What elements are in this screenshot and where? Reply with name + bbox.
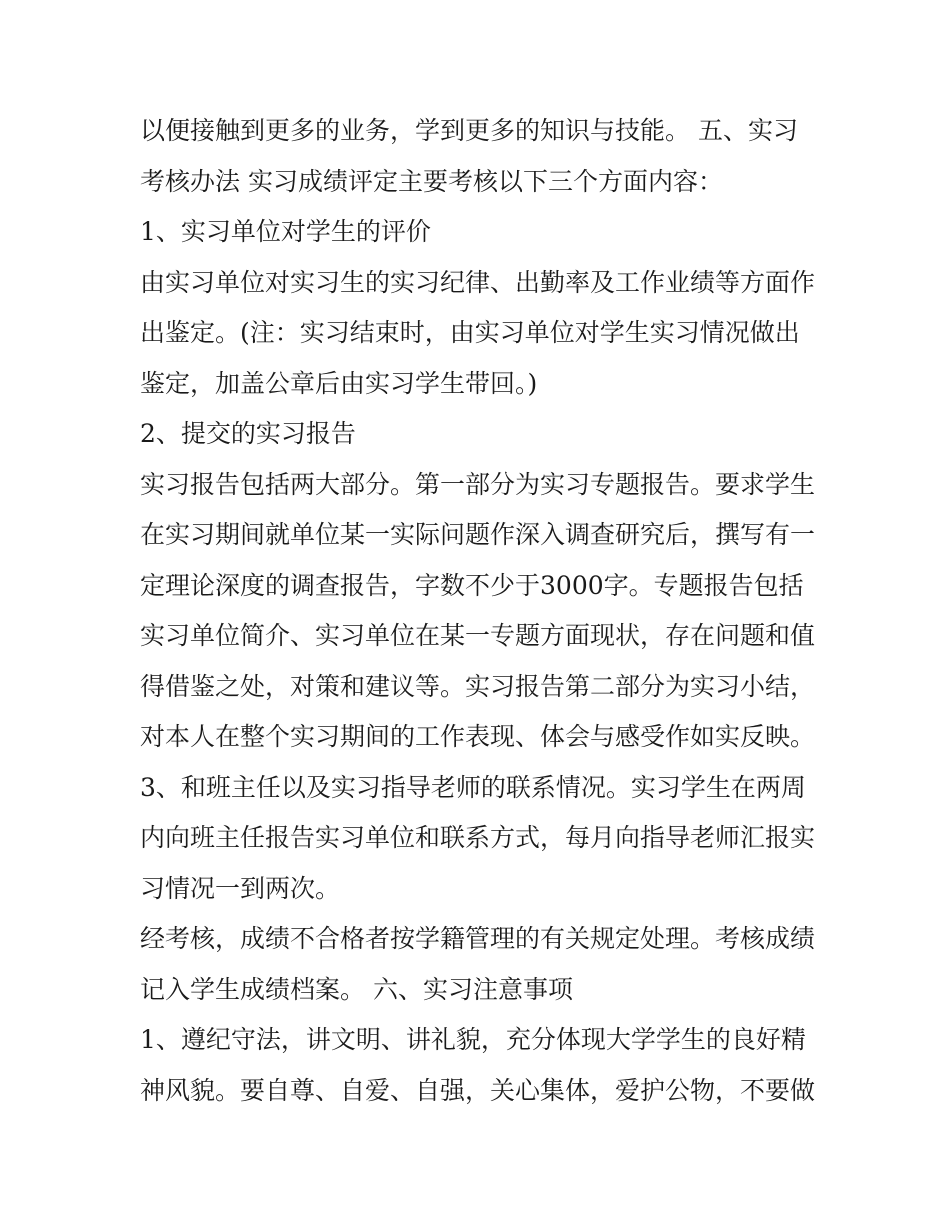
text-line: 实习报告包括两大部分。第一部分为实习专题报告。要求学生: [140, 469, 816, 499]
text-line: 习情况一到两次。: [140, 873, 341, 903]
text-line: 得借鉴之处，对策和建议等。实习报告第二部分为实习小结，: [140, 671, 816, 701]
text-line: 以便接触到更多的业务，学到更多的知识与技能。 五、实习: [140, 116, 798, 145]
text-line: 1、遵纪守法，讲文明、讲礼貌，充分体现大学学生的良好精: [140, 1025, 806, 1054]
text-line: 考核办法 实习成绩评定主要考核以下三个方面内容：: [140, 166, 723, 196]
text-line: 由实习单位对实习生的实习纪律、出勤率及工作业绩等方面作: [140, 267, 816, 297]
text-line: 神风貌。要自尊、自爱、自强，关心集体，爱护公物，不要做: [140, 1075, 816, 1105]
text-line: 在实习期间就单位某一实际问题作深入调查研究后，撰写有一: [140, 520, 816, 549]
text-line: 记入学生成绩档案。 六、实习注意事项: [140, 974, 573, 1004]
text-line: 内向班主任报告实习单位和联系方式，每月向指导老师汇报实: [140, 823, 816, 852]
text-line: 经考核，成绩不合格者按学籍管理的有关规定处理。考核成绩: [140, 924, 816, 953]
text-line: 出鉴定。(注：实习结束时，由实习单位对学生实习情况做出: [140, 318, 800, 347]
text-line: 2、提交的实习报告: [140, 419, 356, 448]
text-line: 对本人在整个实习期间的工作表现、体会与感受作如实反映。: [140, 722, 816, 751]
document-body: [140, 106, 830, 1116]
text-line: 鉴定，加盖公章后由实习学生带回。): [140, 368, 538, 398]
text-line: 3、和班主任以及实习指导老师的联系情况。实习学生在两周: [140, 772, 806, 802]
text-line: 1、实习单位对学生的评价: [140, 217, 431, 246]
text-line: 实习单位简介、实习单位在某一专题方面现状，存在问题和值: [140, 621, 816, 650]
text-line: 定理论深度的调查报告，字数不少于3000字。专题报告包括: [140, 570, 804, 600]
